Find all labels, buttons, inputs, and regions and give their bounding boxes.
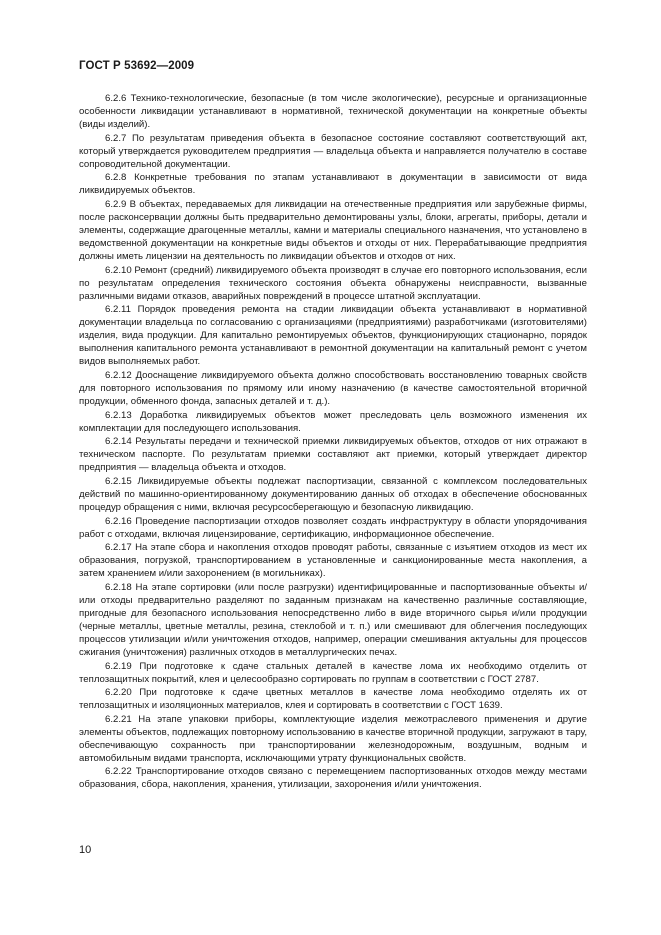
- paragraph-6-2-20: 6.2.20 При подготовке к сдаче цветных металлов в качестве лома необходимо отделять их от теплозащитных и изоляционных материалов, клея и сортировать в соответствии с ГОСТ 1639.: [79, 687, 587, 712]
- paragraph-6-2-7: 6.2.7 По результатам приведения объекта в безопасное состояние составляют соответствующий акт, который утверждается руководителем предприятия — владельца объекта и направляется получателю в составе сопроводительной документации.: [79, 132, 587, 170]
- paragraph-6-2-14: 6.2.14 Результаты передачи и технической приемки ликвидируемых объектов, отходов от них отражают в техническом паспорте. По результатам приемки составляют акт приемки, который утверждает директор предприятия — владельца объекта и отходов.: [79, 436, 587, 474]
- body-text: [79, 92, 587, 791]
- paragraph-6-2-6: 6.2.6 Технико-технологические, безопасные (в том числе экологические), ресурсные и организационные особенности ликвидации устанавливают в нормативной, технической документации на конкретные объекты (виды изделий).: [79, 93, 587, 131]
- paragraph-6-2-12: 6.2.12 Дооснащение ликвидируемого объекта должно способствовать восстановлению товарных свойств для повторного использования по прямому или иному назначению (в качестве самостоятельной вторичной продукции, обменного фонда, запасных деталей и т. д.).: [79, 369, 587, 408]
- paragraph-6-2-18: 6.2.18 На этапе сортировки (или после разгрузки) идентифицированные и паспортизованные объекты и/или отходы предварительно разделяют по заданным признакам на качественно различные составляющие, пригодные для безопасного использования непосредственно либо в виде вторичного сырья и/или продукции (черные металлы, цветные металлы, резина, стеклобой и т. п.) или смешивают для облегчения последующих процессов утилизации и/или уничтожения отходов, например, операции смешивания актуальны для процессов сжигания (уничтожения) различных отходов в металлургических печах.: [79, 581, 587, 658]
- paragraph-6-2-8: 6.2.8 Конкретные требования по этапам устанавливают в документации в зависимости от вида ликвидируемых объектов.: [79, 172, 587, 197]
- paragraph-6-2-9: 6.2.9 В объектах, передаваемых для ликвидации на отечественные предприятия или зарубежные фирмы, после расконсервации должны быть предварительно демонтированы узлы, блоки, агрегаты, приборы, детали и элементы, содержащие драгоценные металлы, камни и материалы специального назначения, что установлено в ведомственной документации на конкретные виды объектов и отходы от них. Перерабатывающие предприятия должны иметь лицензии на деятельность по ликвидации объектов и отходов от них.: [79, 198, 587, 263]
- paragraph-6-2-15: 6.2.15 Ликвидируемые объекты подлежат паспортизации, связанной с комплексом последовательных действий по машинно-ориентированному документированию данных об отходах в обеспечение обоснованных процедур обращения с ними, включая ресурсосберегающую и безопасную ликвидацию.: [79, 475, 587, 513]
- page-number: 10: [79, 844, 92, 856]
- paragraph-6-2-19: 6.2.19 При подготовке к сдаче стальных деталей в качестве лома их необходимо отделить от теплозащитных покрытий, клея и целесообразно сортировать по группам в соответствии с ГОСТ 2787.: [79, 660, 587, 685]
- paragraph-6-2-21: 6.2.21 На этапе упаковки приборы, комплектующие изделия межотраслевого применения и другие элементы объектов, подлежащих повторному использованию в качестве вторичной продукции, загружают в тару, обеспечивающую сохранность при транспортировании железнодорожным, воздушным, водным и автомобильным видами транспорта, исключающими утрату функциональных свойств.: [79, 713, 587, 764]
- paragraph-6-2-13: 6.2.13 Доработка ликвидируемых объектов может преследовать цель возможного изменения их комплектации для последующего использования.: [79, 409, 587, 434]
- paragraph-6-2-11: 6.2.11 Порядок проведения ремонта на стадии ликвидации объекта устанавливают в нормативной документации владельца по согласованию с организациями (предприятиями) разработчиками (изготовителями) изделия, вида продукции. Для капитально ремонтируемых объектов, функционирующих стационарно, порядок выполнения капитального ремонта устанавливают в ремонтной документации на капитальный ремонт с учетом видов выполняемых работ.: [79, 304, 587, 368]
- paragraph-6-2-22: 6.2.22 Транспортирование отходов связано с перемещением паспортизованных отходов между местами образования, сбора, накопления, хранения, утилизации, захоронения и/или уничтожения.: [79, 766, 587, 791]
- paragraph-6-2-16: 6.2.16 Проведение паспортизации отходов позволяет создать инфраструктуру в области упорядочивания работ с отходами, включая лицензирование, сертификацию, информационное обеспечение.: [79, 515, 587, 540]
- paragraph-6-2-17: 6.2.17 На этапе сбора и накопления отходов проводят работы, связанные с изъятием отходов из мест их образования, погрузкой, транспортированием в установленные и санкционированные места накопления, а затем хранением и/или захоронением (в могильниках).: [79, 542, 587, 580]
- paragraph-6-2-10: 6.2.10 Ремонт (средний) ликвидируемого объекта производят в случае его повторного использования, если по результатам определения технического состояния объекта обнаружены неисправности, вызванные различными видами отказов, аварийных повреждений в процессе штатной эксплуатации.: [79, 264, 587, 302]
- standard-header: ГОСТ Р 53692—2009: [79, 60, 195, 72]
